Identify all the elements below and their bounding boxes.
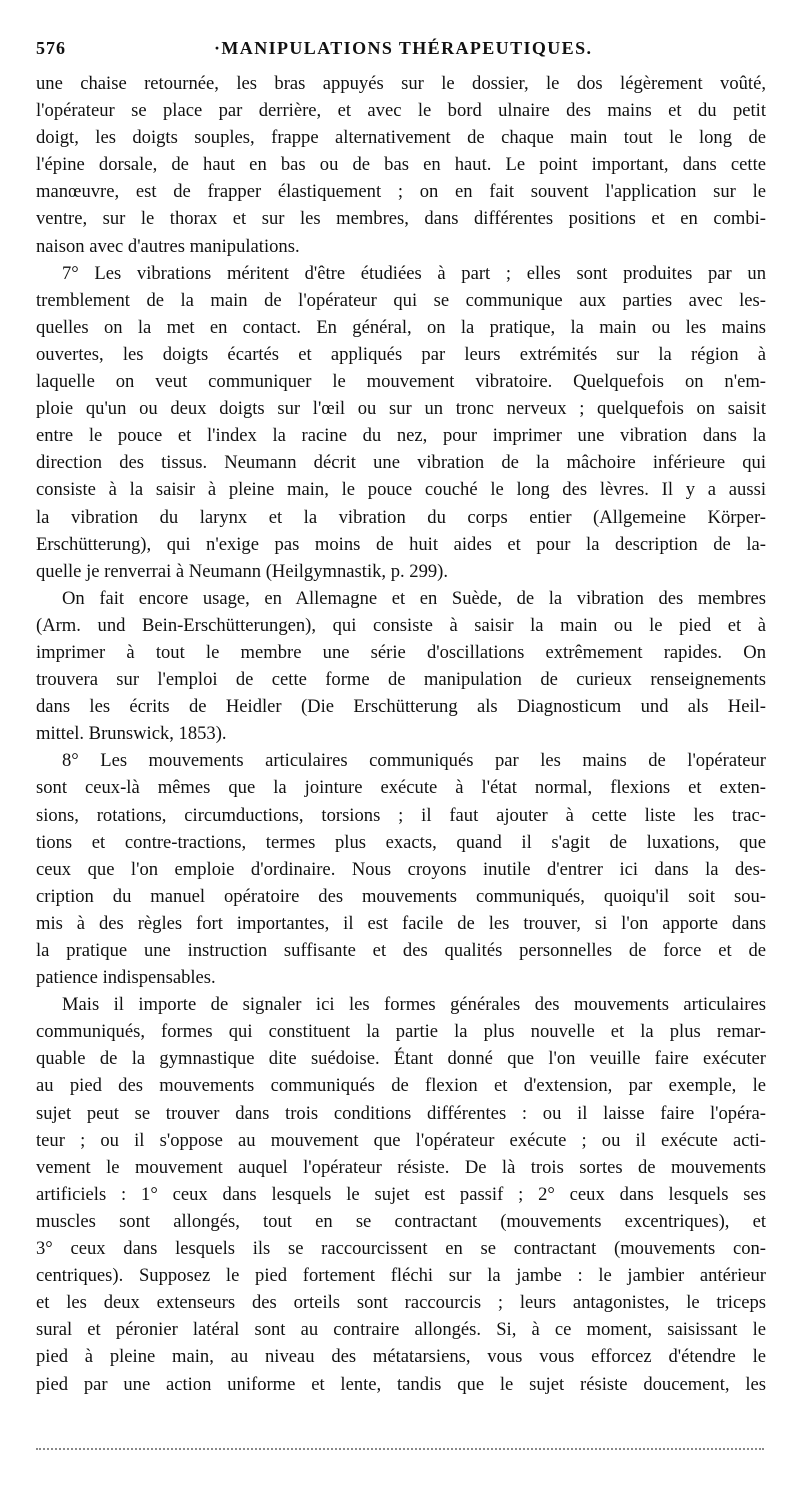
text-line: naison avec d'autres manipulations.: [36, 235, 300, 257]
text-line: mittel. Brunswick, 1853).: [36, 723, 227, 745]
footer-dotted-rule: [36, 1448, 764, 1450]
text-line: communiqués, formes qui constituent la partie la plus nouvelle et la plus remar-: [36, 1021, 766, 1043]
text-line: ploie qu'un ou deux doigts sur l'œil ou sur un tronc nerveux ; quelquefois on saisit: [36, 398, 766, 420]
text-line: mis à des règles fort importantes, il est facile de les trouver, si l'on apporte dans: [36, 912, 766, 934]
text-line: Mais il importe de signaler ici les formes générales des mouvements articulaires: [62, 994, 766, 1016]
text-line: ceux que l'on emploie d'ordinaire. Nous croyons inutile d'entrer ici dans la des-: [36, 858, 766, 880]
page-header: [36, 38, 766, 64]
text-line: et les deux extenseurs des orteils sont raccourcis ; leurs antagonistes, le triceps: [36, 1292, 766, 1314]
text-line: consiste à la saisir à pleine main, le pouce couché le long des lèvres. Il y a aussi: [36, 479, 766, 501]
text-line: Erschütterung), qui n'exige pas moins de huit aides et pour la description de la-: [36, 533, 766, 555]
page-number: 576: [36, 38, 66, 58]
text-line: manœuvre, est de frapper élastiquement ; on en fait souvent l'application sur le: [36, 181, 766, 203]
text-line: sions, rotations, circumductions, torsions ; il faut ajouter à cette liste les trac-: [36, 804, 766, 826]
running-title: ·MANIPULATIONS THÉRAPEUTIQUES.: [214, 38, 593, 58]
text-line: doigt, les doigts souples, frappe alternativement de chaque main tout le long de: [36, 127, 766, 149]
text-line: une chaise retournée, les bras appuyés sur le dossier, le dos légèrement voûté,: [36, 73, 766, 94]
text-line: trouvera sur l'emploi de cette forme de manipulation de curieux renseignements: [36, 669, 766, 691]
text-line: artificiels : 1° ceux dans lesquels le sujet est passif ; 2° ceux dans lesquels ses: [36, 1183, 766, 1205]
text-line: tremblement de la main de l'opérateur qui se communique aux parties avec les-: [36, 289, 766, 311]
text-line: 3° ceux dans lesquels ils se raccourcissent en se contractant (mouvements con-: [36, 1238, 766, 1260]
text-line: laquelle on veut communiquer le mouvement vibratoire. Quelquefois on n'em-: [36, 371, 766, 393]
text-line: pied à pleine main, au niveau des métatarsiens, vous vous efforcez d'étendre le: [36, 1346, 766, 1368]
text-line: pied par une action uniforme et lente, tandis que le sujet résiste doucement, les: [36, 1373, 766, 1395]
text-line: quable de la gymnastique dite suédoise. Étant donné que l'on veuille faire exécuter: [36, 1048, 766, 1070]
text-line: 7° Les vibrations méritent d'être étudiées à part ; elles sont produites par un: [62, 262, 766, 284]
text-line: patience indispensables.: [36, 967, 216, 989]
text-line: quelles on la met en contact. En général, on la pratique, la main ou les mains: [36, 316, 766, 338]
text-line: muscles sont allongés, tout en se contractant (mouvements excentriques), et: [36, 1210, 766, 1232]
text-line: ventre, sur le thorax et sur les membres, dans différentes positions et en combi-: [36, 208, 766, 230]
text-line: 8° Les mouvements articulaires communiqués par les mains de l'opérateur: [62, 750, 766, 772]
text-line: teur ; ou il s'oppose au mouvement que l'opérateur exécute ; ou il exécute acti-: [36, 1129, 766, 1151]
text-line: direction des tissus. Neumann décrit une vibration de la mâchoire inférieure qui: [36, 452, 766, 474]
text-line: cription du manuel opératoire des mouvements communiqués, quoiqu'il soit sou-: [36, 885, 766, 907]
text-line: l'épine dorsale, de haut en bas ou de bas en haut. Le point important, dans cette: [36, 154, 766, 176]
body-text: [36, 70, 766, 1398]
text-line: tions et contre-tractions, termes plus exacts, quand il s'agit de luxations, que: [36, 831, 766, 853]
text-line: quelle je renverrai à Neumann (Heilgymnastik, p. 299).: [36, 560, 449, 582]
text-line: sont ceux-là mêmes que la jointure exécute à l'état normal, flexions et exten-: [36, 777, 766, 799]
text-line: la pratique une instruction suffisante et des qualités personnelles de force et de: [36, 940, 766, 961]
text-line: l'opérateur se place par derrière, et avec le bord ulnaire des mains et du petit: [36, 100, 766, 122]
text-line: sujet peut se trouver dans trois conditions différentes : ou il laisse faire l'opéra-: [36, 1102, 766, 1124]
text-line: ouvertes, les doigts écartés et appliqués par leurs extrémités sur la région à: [36, 343, 766, 365]
text-line: entre le pouce et l'index la racine du nez, pour imprimer une vibration dans la: [36, 425, 766, 447]
text-line: vement le mouvement auquel l'opérateur résiste. De là trois sortes de mouvements: [36, 1156, 766, 1178]
text-line: imprimer à tout le membre une série d'oscillations extrêmement rapides. On: [36, 641, 766, 663]
text-line: au pied des mouvements communiqués de flexion et d'extension, par exemple, le: [36, 1075, 766, 1097]
text-line: dans les écrits de Heidler (Die Erschütterung als Diagnosticum und als Heil-: [36, 696, 766, 718]
text-line: centriques). Supposez le pied fortement fléchi sur la jambe : le jambier antérieur: [36, 1265, 766, 1287]
text-line: sural et péronier latéral sont au contraire allongés. Si, à ce moment, saisissant le: [36, 1319, 766, 1341]
text-line: On fait encore usage, en Allemagne et en Suède, de la vibration des membres: [62, 587, 766, 609]
text-line: la vibration du larynx et la vibration du corps entier (Allgemeine Körper-: [36, 506, 766, 528]
text-line: (Arm. und Bein-Erschütterungen), qui consiste à saisir la main ou le pied et à: [36, 614, 766, 636]
